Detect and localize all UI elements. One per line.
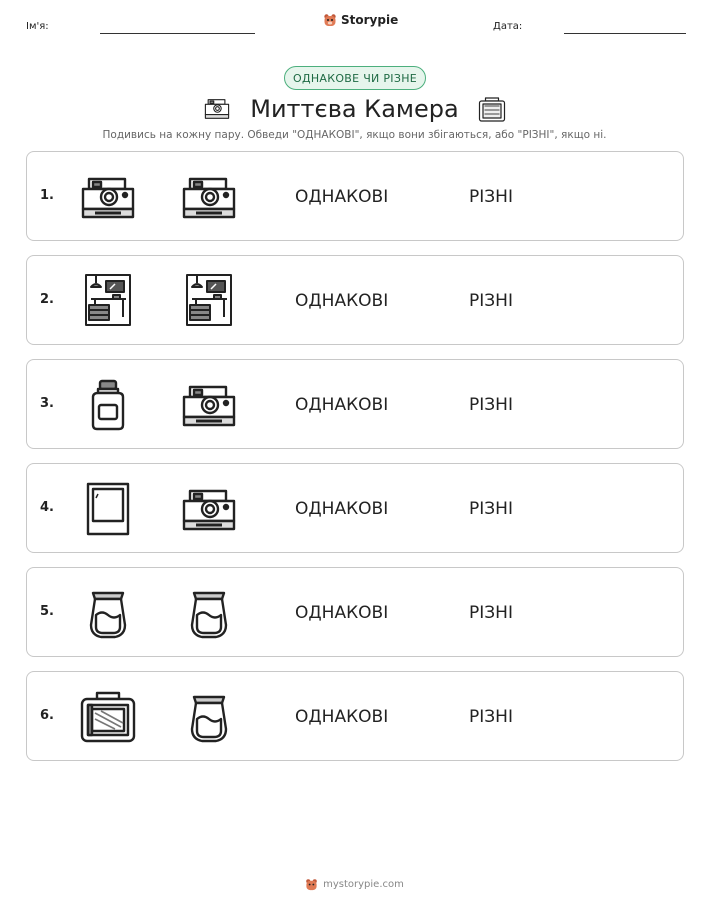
option-same[interactable]: ОДНАКОВІ: [295, 395, 389, 415]
instant-camera-icon: [180, 481, 238, 537]
exercise-row: [26, 359, 684, 449]
option-same[interactable]: ОДНАКОВІ: [295, 291, 389, 311]
instant-camera-icon: [79, 169, 137, 225]
brand-name: Storypie: [341, 13, 399, 27]
exercise-row: [26, 463, 684, 553]
option-same[interactable]: ОДНАКОВІ: [295, 707, 389, 727]
row-number: 6.: [40, 708, 54, 723]
instant-camera-icon: [180, 377, 238, 433]
darkroom-scene-icon: [180, 273, 238, 329]
footer-url: mystorypie.com: [323, 879, 404, 890]
developer-pouch-icon: [180, 689, 238, 745]
name-label: Ім'я:: [26, 21, 49, 32]
date-label: Дата:: [493, 21, 523, 32]
brand-logo: [323, 13, 398, 27]
instant-camera-icon: [202, 96, 232, 122]
darkroom-scene-icon: [79, 273, 137, 329]
option-different[interactable]: РІЗНІ: [469, 603, 513, 623]
option-different[interactable]: РІЗНІ: [469, 187, 513, 207]
name-field[interactable]: [100, 33, 255, 34]
option-same[interactable]: ОДНАКОВІ: [295, 603, 389, 623]
exercise-row: [26, 567, 684, 657]
option-different[interactable]: РІЗНІ: [469, 395, 513, 415]
row-number: 2.: [40, 292, 54, 307]
exercise-row: [26, 671, 684, 761]
page-title: Миттєва Камера: [250, 95, 459, 123]
date-field[interactable]: [564, 33, 686, 34]
row-number: 1.: [40, 188, 54, 203]
film-pack-icon: [79, 689, 137, 745]
film-pack-icon: [477, 95, 507, 123]
row-number: 4.: [40, 500, 54, 515]
developer-pouch-icon: [79, 585, 137, 641]
storypie-bear-icon: [305, 878, 318, 891]
title-row: [0, 92, 709, 126]
exercise-row: [26, 151, 684, 241]
option-different[interactable]: РІЗНІ: [469, 707, 513, 727]
instant-camera-icon: [180, 169, 238, 225]
developer-pouch-icon: [180, 585, 238, 641]
worksheet-type-badge: ОДНАКОВЕ ЧИ РІЗНЕ: [284, 66, 426, 90]
option-different[interactable]: РІЗНІ: [469, 291, 513, 311]
row-number: 5.: [40, 604, 54, 619]
option-same[interactable]: ОДНАКОВІ: [295, 187, 389, 207]
option-same[interactable]: ОДНАКОВІ: [295, 499, 389, 519]
row-number: 3.: [40, 396, 54, 411]
option-different[interactable]: РІЗНІ: [469, 499, 513, 519]
instructions: Подивись на кожну пару. Обведи "ОДНАКОВІ", якщо вони збігаються, або "РІЗНІ", якщо ні.: [102, 129, 607, 141]
footer: [0, 878, 709, 891]
exercise-row: [26, 255, 684, 345]
storypie-bear-icon: [323, 13, 337, 27]
chemical-bottle-icon: [79, 377, 137, 433]
instant-photo-frame-icon: [79, 481, 137, 537]
